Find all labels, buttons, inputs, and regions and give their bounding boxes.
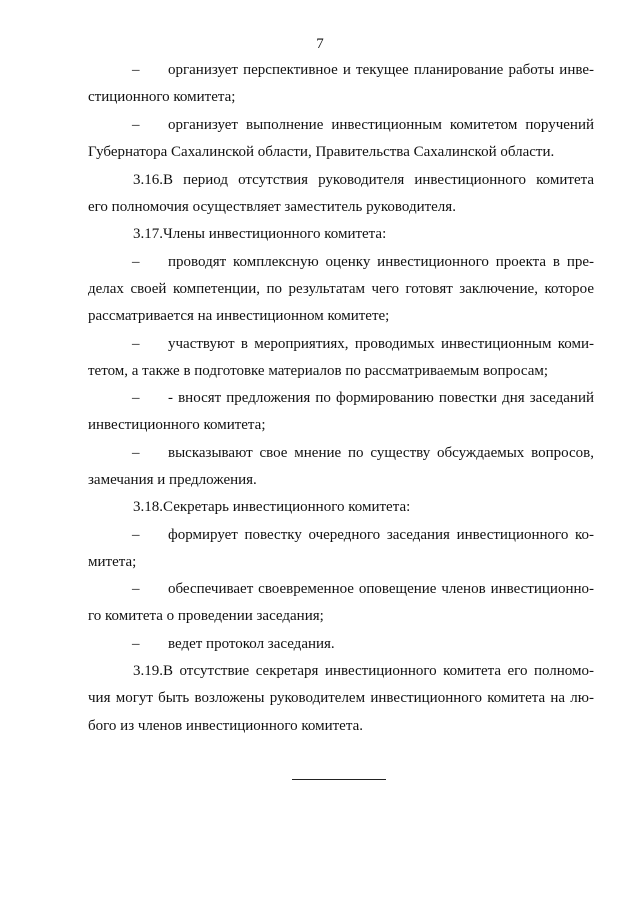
text-line: его полномочия осуществляет заместитель руководителя. xyxy=(88,199,456,215)
text-line: организует выполнение инвестиционным комитетом поручений xyxy=(168,117,594,133)
text-line: проводят комплексную оценку инвестиционного проекта в пре- xyxy=(168,254,594,270)
list-dash: – xyxy=(132,445,140,461)
page-number: 7 xyxy=(316,36,324,52)
text-line: обеспечивает своевременное оповещение членов инвестиционно- xyxy=(168,581,594,597)
section-3-18-heading: 3.18.Секретарь инвестиционного комитета: xyxy=(133,499,411,515)
list-dash: – xyxy=(132,527,140,543)
list-dash: – xyxy=(132,254,140,270)
text-line: формирует повестку очередного заседания инвестиционного ко- xyxy=(168,527,594,543)
text-line: Губернатора Сахалинской области, Правительства Сахалинской области. xyxy=(88,144,555,160)
closing-rule xyxy=(292,779,386,780)
text-line: стиционного комитета; xyxy=(88,89,236,105)
text-line: бого из членов инвестиционного комитета. xyxy=(88,718,363,734)
list-dash: – xyxy=(132,390,140,406)
text-line: делах своей компетенции, по результатам чего готовят заключение, которое xyxy=(88,281,594,297)
list-dash: – xyxy=(132,636,140,652)
text-line: инвестиционного комитета; xyxy=(88,417,266,433)
list-dash: – xyxy=(132,117,140,133)
section-3-16-heading: 3.16.В период отсутствия руководителя инвестиционного комитета xyxy=(133,172,594,188)
text-line: тетом, а также в подготовке материалов по рассматриваемым вопросам; xyxy=(88,363,549,379)
text-line: го комитета о проведении заседания; xyxy=(88,608,324,624)
text-line: чия могут быть возложены руководителем инвестиционного комитета на лю- xyxy=(88,690,594,706)
list-dash: – xyxy=(132,336,140,352)
text-line: организует перспективное и текущее планирование работы инве- xyxy=(168,62,594,78)
list-dash: – xyxy=(132,62,140,78)
list-dash: – xyxy=(132,581,140,597)
text-line: участвуют в мероприятиях, проводимых инвестиционным коми- xyxy=(168,336,594,352)
text-line: - вносят предложения по формированию повестки дня заседаний xyxy=(168,390,594,406)
text-line: рассматривается на инвестиционном комитете; xyxy=(88,308,390,324)
text-line: замечания и предложения. xyxy=(88,472,257,488)
section-3-19-heading: 3.19.В отсутствие секретаря инвестиционного комитета его полномо- xyxy=(133,663,594,679)
text-line: митета; xyxy=(88,554,137,570)
section-3-17-heading: 3.17.Члены инвестиционного комитета: xyxy=(133,226,387,242)
text-line: высказывают свое мнение по существу обсуждаемых вопросов, xyxy=(168,445,594,461)
text-line: ведет протокол заседания. xyxy=(168,636,335,652)
